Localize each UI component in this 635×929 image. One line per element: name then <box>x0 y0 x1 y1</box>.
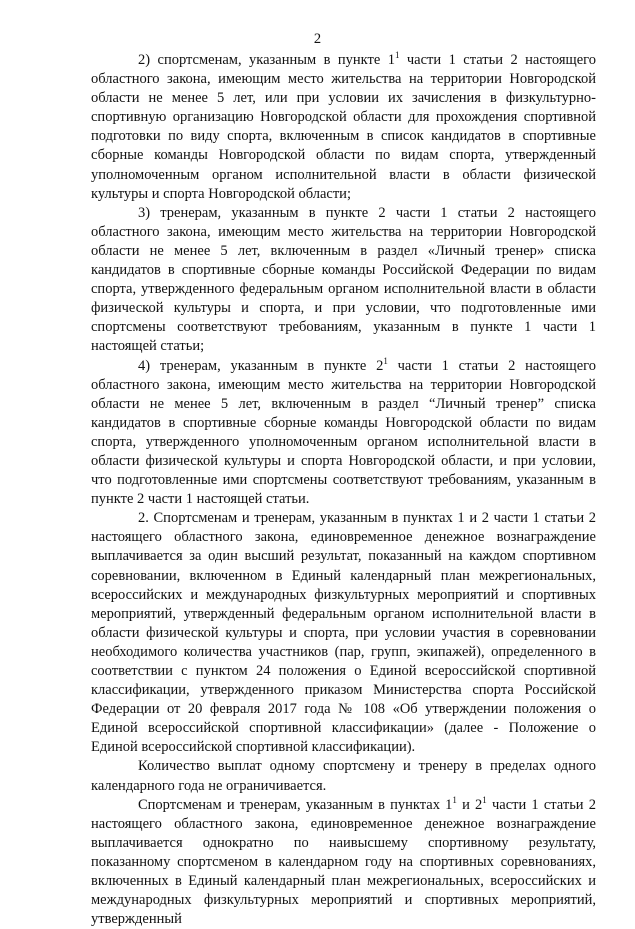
paragraph-text: 3) тренерам, указанным в пункте 2 части 1 статьи 2 настоящего областного закона, имеющим место жительства на территории Новгородской области не менее 5 лет, включенным в раздел «Личный тренер» списка кандидатов в спортивные сборные команды Российской Федерации по видам спорта, утвержденного федеральным органом исполнительной власти в области физической культуры и спорта, и при условии, что подготовленные ими спортсмены соответствуют требованиям, указанным в пункте 1 части 1 настоящей статьи; <box>91 204 596 355</box>
paragraph-one-time-payment <box>91 796 596 929</box>
paragraph-text: части 1 статьи 2 настоящего областного закона, единовременное денежное вознаграждение выплачивается однократно по наивысшему спортивному результату, показанному спортсменом в календарном году на спортивных соревнованиях, включенных в Единый календарный план межрегиональных, всероссийских и международных физкультурных мероприятий и спортивных мероприятий, утвержденный <box>91 796 596 928</box>
paragraph-text: части 1 статьи 2 настоящего областного закона, имеющим место жительства на территории Новгородской области не менее 5 лет, или при условии их зачисления в физкультурно-спортивную организацию Новгородской области для прохождения спортивной подготовки по виду спорта, включенным в список кандидатов в спортивные сборные команды Новгородской области по видам спорта, утвержденный уполномоченным органом исполнительной власти в области физической культуры и спорта Новгородской области; <box>91 52 596 202</box>
paragraph-section-2 <box>91 509 596 757</box>
paragraph-item-4 <box>91 357 596 510</box>
paragraph-item-2 <box>91 51 596 204</box>
paragraph-text: и 2 <box>456 796 483 813</box>
paragraph-text: 2) спортсменам, указанным в пункте 1 <box>138 52 395 68</box>
paragraph-text: 2. Спортсменам и тренерам, указанным в пунктах 1 и 2 части 1 статьи 2 настоящего областного закона, единовременное денежное вознаграждение выплачивается за один высший результат, показанный на каждом спортивном соревновании, включенном в Единый календарный план межрегиональных, всероссийских и международных физкультурных мероприятий и спортивных мероприятий, утвержденный федеральным органом исполнительной власти в области физической культуры и спорта, при условии участия в соревновании необходимого количества участников (пар, групп, экипажей), определенного в соответствии с пунктом 24 положения о Единой всероссийской спортивной классификации, утвержденного приказом Министерства спорта Российской Федерации от 20 февраля 2017 года № 108 «Об утверждении положения о Единой всероссийской спортивной классификации» (далее - Положение о Единой всероссийской спортивной классификации). <box>91 510 596 756</box>
paragraph-text: части 1 статьи 2 настоящего областного закона, имеющим место жительства на территории Новгородской области не менее 5 лет, включенным в раздел “Личный тренер” списка кандидатов в спортивные сборные команды Новгородской области по видам спорта, утвержденного уполномоченным органом исполнительной власти в области физической культуры и спорта Новгородской области, и при условии, что подготовленные ими спортсмены соответствуют требованиям, указанным в пункте 2 части 1 настоящей статьи. <box>91 357 596 508</box>
superscript: 1 <box>452 794 457 805</box>
paragraph-text: 4) тренерам, указанным в пункте 2 <box>138 357 384 374</box>
superscript: 1 <box>383 355 388 366</box>
paragraph-text: Спортсменам и тренерам, указанным в пунктах 1 <box>138 796 453 813</box>
paragraph-item-3 <box>91 204 596 357</box>
paragraph-payments-count <box>91 757 596 795</box>
superscript: 1 <box>482 794 487 805</box>
paragraph-text: Количество выплат одному спортсмену и тренеру в пределах одного календарного года не ограничивается. <box>91 758 596 794</box>
document-body <box>91 51 596 929</box>
page-number: 2 <box>313 31 322 47</box>
superscript: 1 <box>394 50 400 60</box>
